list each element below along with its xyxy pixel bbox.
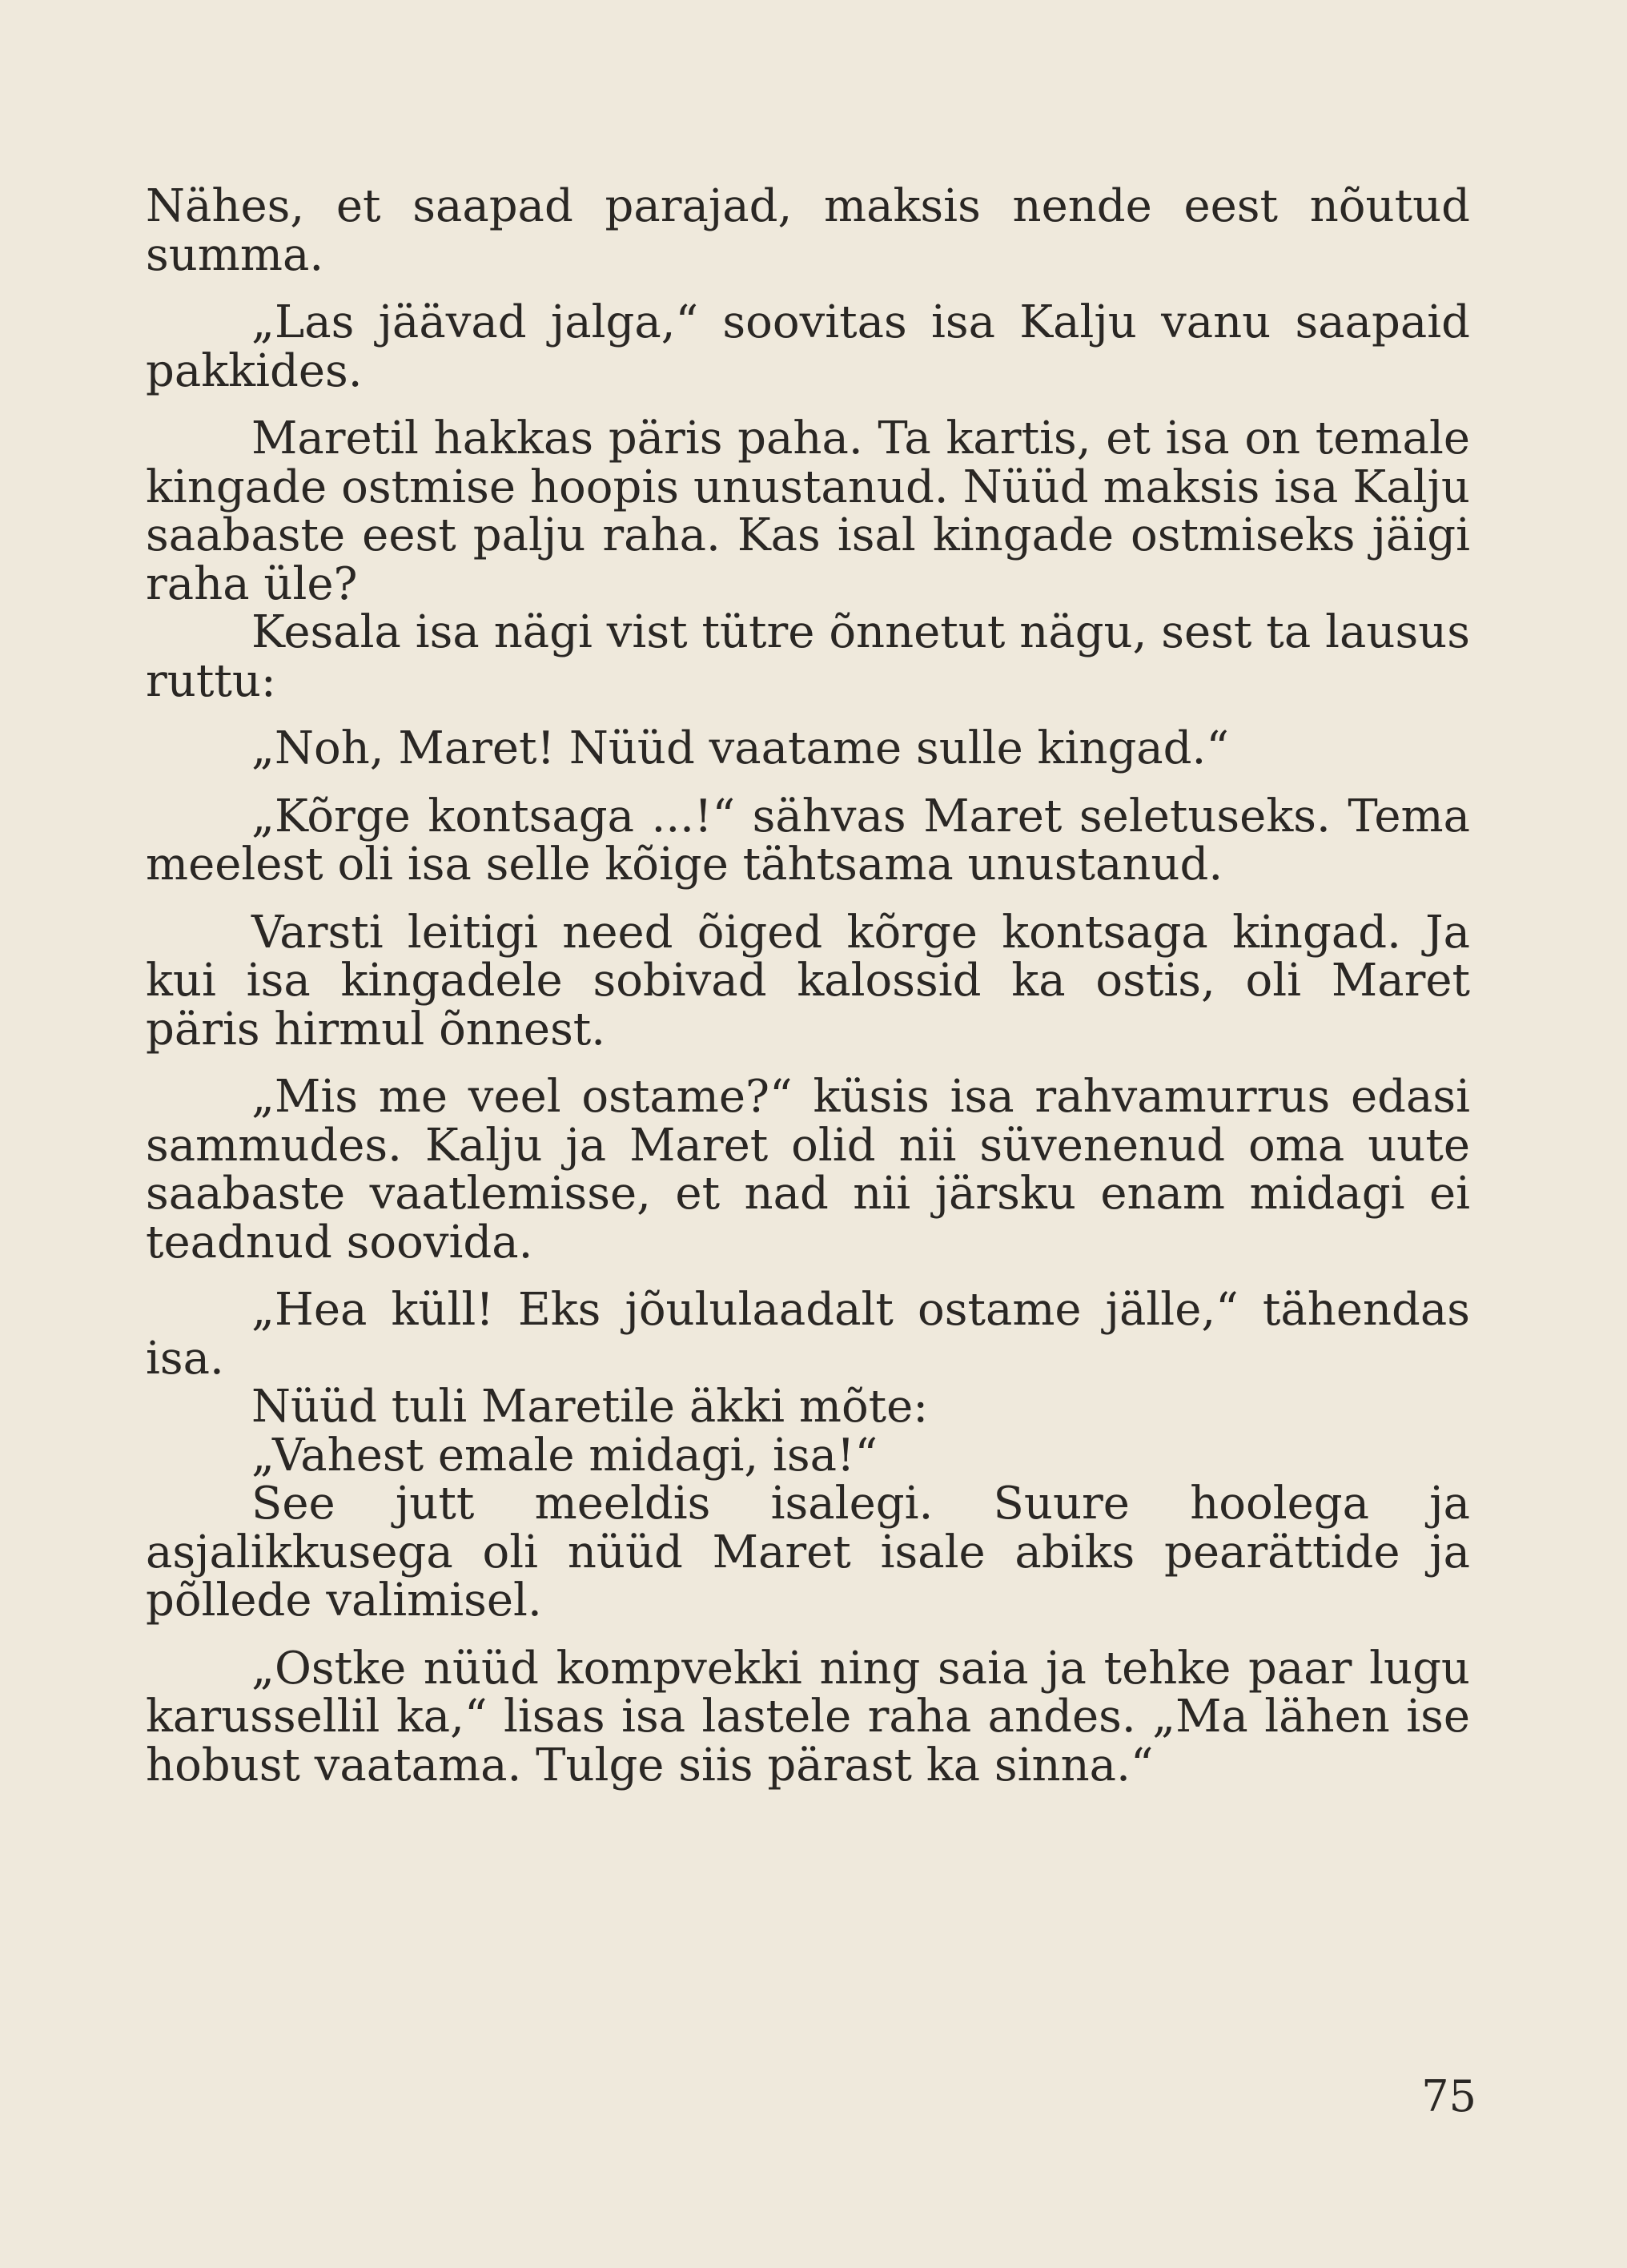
body-text: [146, 180, 1470, 1791]
paragraph: „Noh, Maret! Nüüd vaatame sulle kingad.“: [251, 722, 1229, 774]
paragraph: „Ostke nüüd kompvekki ning saia ja tehke paar lugu karussellil ka,“ lisas isa lastele raha andes. „Ma lähen ise hobust vaatama. Tulge siis pärast ka sinna.“: [146, 1642, 1470, 1791]
paragraph: Nähes, et saapad parajad, maksis nende eest nõutud summa.: [146, 180, 1470, 281]
paragraph: „Mis me veel ostame?“ küsis isa rahvamurrus edasi sammudes. Kalju ja Maret olid nii süvenenud oma uute saabaste vaatlemisse, et nad nii järsku enam midagi ei teadnud soovida.: [146, 1071, 1470, 1269]
paragraph: Maretil hakkas päris paha. Ta kartis, et isa on temale kingade ostmise hoopis unustanud. Nüüd maksis isa Kalju saabaste eest palju raha. Kas isal kingade ostmiseks jäigi raha üle?: [146, 412, 1470, 610]
paragraph: Varsti leitigi need õiged kõrge kontsaga kingad. Ja kui isa kingadele sobivad kalossid ka ostis, oli Maret päris hirmul õnnest.: [146, 906, 1470, 1056]
page-number: 75: [1421, 2071, 1476, 2121]
paragraph: „Kõrge kontsaga ...!“ sähvas Maret seletuseks. Tema meelest oli isa selle kõige tähtsama unustanud.: [146, 790, 1470, 891]
paragraph: See jutt meeldis isalegi. Suure hoolega ja asjalikkusega oli nüüd Maret isale abiks pearättide ja põllede valimisel.: [146, 1478, 1470, 1627]
paragraph: Nüüd tuli Maretile äkki mõte:: [251, 1381, 929, 1433]
paragraph: „Hea küll! Eks jõululaadalt ostame jälle,“ tähendas isa.: [146, 1284, 1470, 1385]
paragraph: „Las jäävad jalga,“ soovitas isa Kalju vanu saapaid pakkides.: [146, 296, 1470, 397]
paragraph: Kesala isa nägi vist tütre õnnetut nägu, sest ta lausus ruttu:: [146, 606, 1470, 707]
paragraph: „Vahest emale midagi, isa!“: [251, 1429, 878, 1482]
